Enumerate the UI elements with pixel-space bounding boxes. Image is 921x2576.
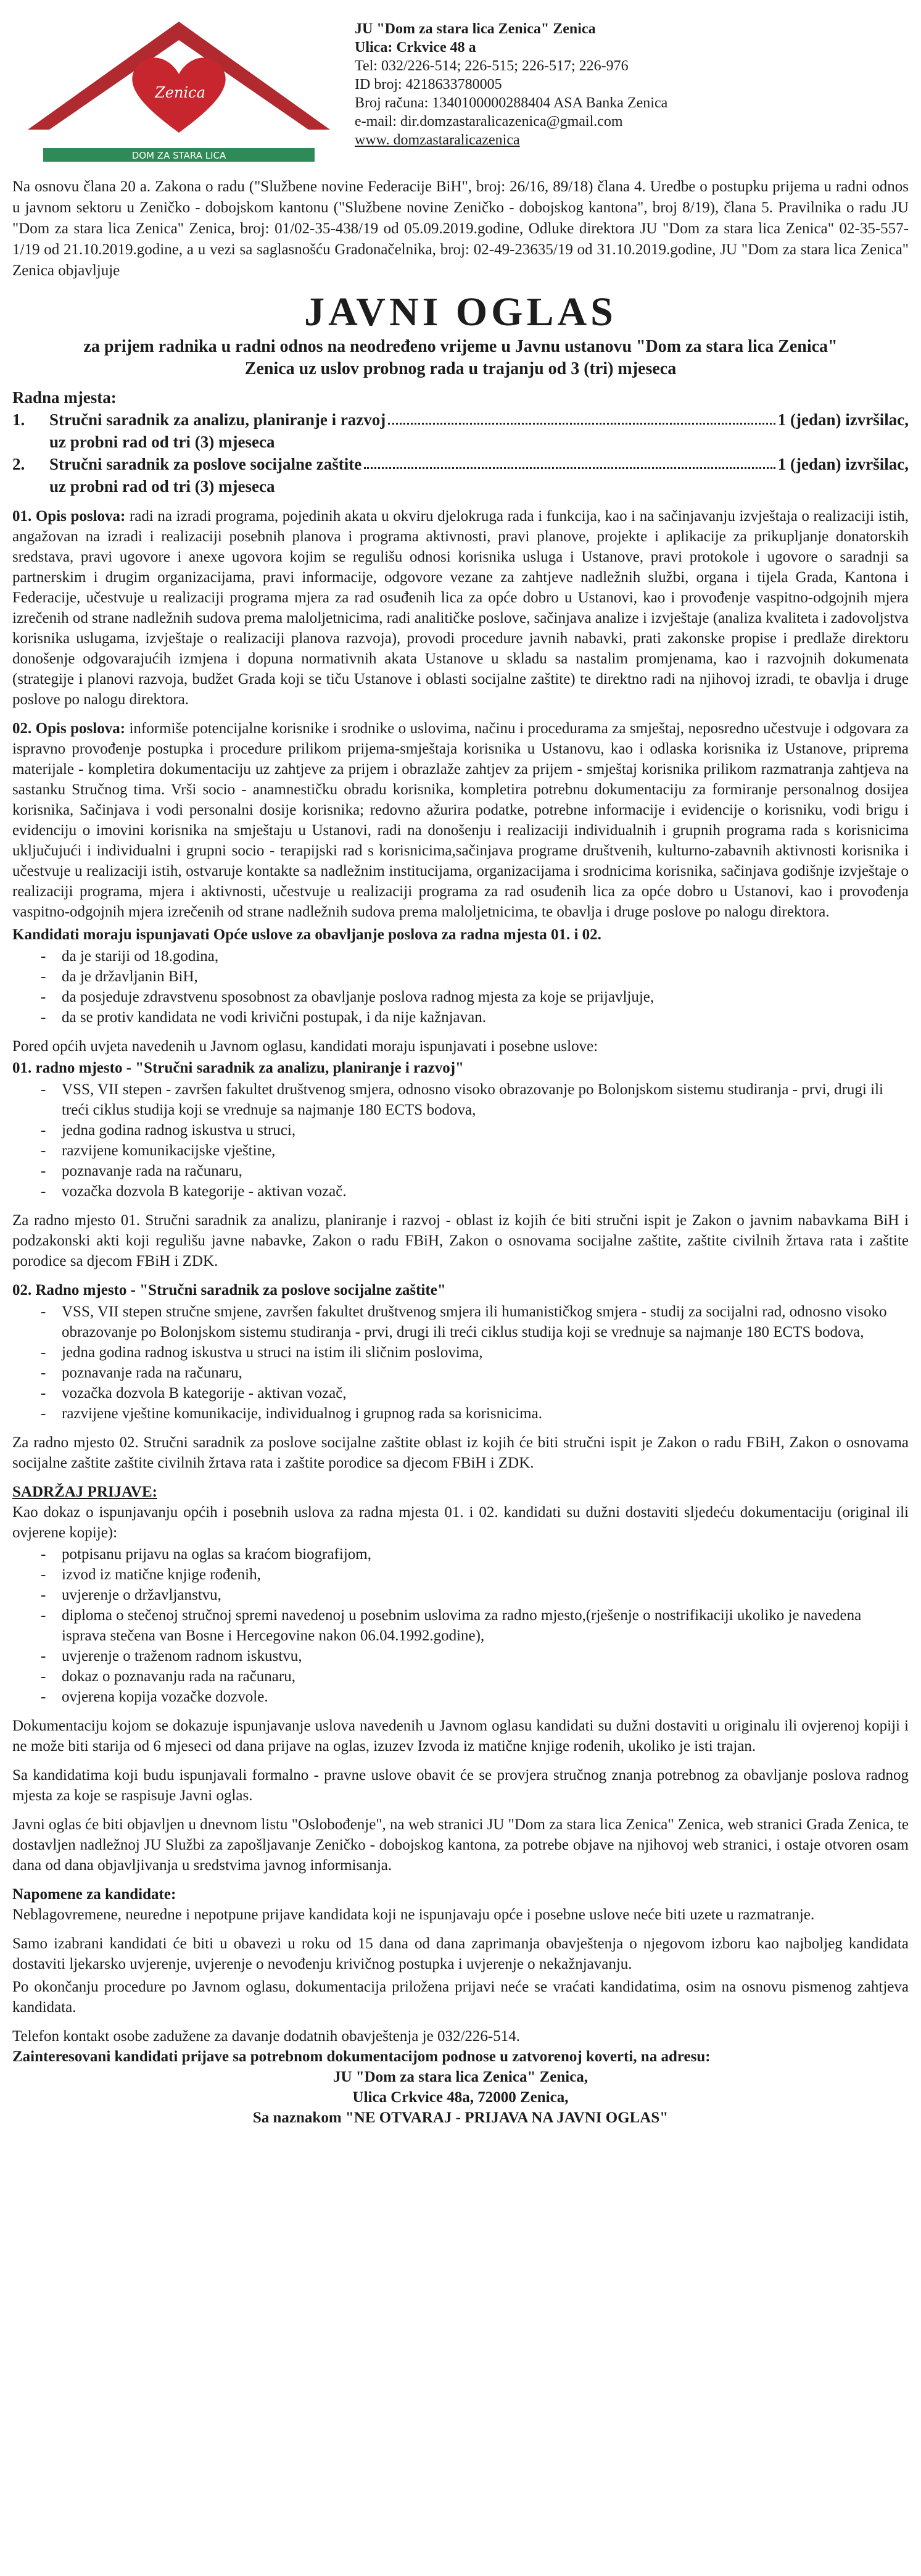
list-item: - poznavanje rada na računaru, bbox=[62, 1161, 909, 1181]
required-documents-list bbox=[12, 1544, 909, 1707]
org-street: Ulica: Crkvice 48 a bbox=[355, 39, 476, 56]
job-description-01 bbox=[12, 506, 909, 710]
list-item: - razvijene komunikacijske vještine, bbox=[62, 1141, 909, 1161]
job-description-01-text: radi na izradi programa, pojedinih akata u okviru djelokruga rada i funkcija, kao i na sačinjavanju izvještaja o realizaciji istih, angažovan na izradi i realizaciji posebnih planova i programa aktivnosti, pravi planove, projekte i aplikacije za prikupljanje donatorskih sredstava, pravi ugovore i anexe ugovora kojim se regulišu odnosi korisnika usluga i Ustanove, pravi protokole i ugovore o saradnji sa partnerskim i drugim organizacijama, pravi informacije, odgovore vezane za zahtjeve nadležnih službi, organa i tijela Grada, Kantona i Federacije, učestvuje u realizaciji programa mjera za rad osuđenih lica za opće dobro u Ustanovi, kao i provođenje vaspitno-odgojnih mjera izrečenih od strane nadležnih sudova prema maloljetnicima, radi analitičke poslove, sačinjava analize i izvještaje (analiza kvaliteta i zadovoljstva korisnika uslugama, izvještaje o realizaciji planova razvoja), provodi procedure javnih nabavki, prati zakonske propise i predlaže direktoru donošenje odgovarajućih izmjena i dopuna normativnih akata Ustanove u skladu sa nastalim promjenama, kao i razvojnih dokumenata (strategije i planovi razvoja, budžet Grada koji se tiču Ustanove i oblasti socijalne zaštite) te direktno radi na njihovoj izradi, te obavlja i druge poslove po nalogu direktora. bbox=[12, 508, 909, 708]
home-heart-logo bbox=[19, 6, 339, 173]
position-01-conditions bbox=[12, 1079, 909, 1202]
position-02-conditions bbox=[12, 1302, 909, 1424]
position-title: Stručni saradnik za analizu, planiranje i razvoj bbox=[49, 410, 386, 429]
general-conditions-list bbox=[12, 946, 909, 1028]
list-item: - potpisanu prijavu na oglas sa kraćom biografijom, bbox=[62, 1544, 909, 1564]
list-item: - razvijene vještine komunikacije, individualnog i grupnog rada sa korisnicima. bbox=[62, 1403, 909, 1424]
positions-list bbox=[12, 386, 909, 497]
position-02-heading: 02. Radno mjesto - "Stručni saradnik za poslove socijalne zaštite" bbox=[12, 1282, 446, 1298]
address-line-2: Ulica Crkvice 48a, 72000 Zenica, bbox=[352, 2089, 569, 2106]
documentation-note: Dokumentaciju kojom se dokazuje ispunjavanje uslova navedenih u Javnom oglasu kandidati su dužni dostaviti u originalu ili ovjerenoj kopiji i ne može biti starija od 6 mjeseci od dana prijave na oglas, izuzev Izvoda iz matične knjige rođenih, ukoliko je isti trajan. bbox=[12, 1718, 909, 1755]
subtitle-line-1: za prijem radnika u radni odnos na neodređeno vrijeme u Javnu ustanovu "Dom za stara lica Zenica" bbox=[83, 337, 838, 356]
position-title: Stručni saradnik za poslove socijalne zaštite bbox=[49, 455, 362, 473]
position-trial-row bbox=[12, 475, 909, 497]
position-trial: uz probni rad od tri (3) mjeseca bbox=[49, 477, 275, 496]
application-content-heading: SADRŽAJ PRIJAVE: bbox=[12, 1484, 157, 1500]
job-description-01-label: 01. Opis poslova: bbox=[12, 508, 126, 525]
list-item: - vozačka dozvola B kategorije - aktivan vozač. bbox=[62, 1181, 909, 1202]
list-item: - uvjerenje o traženom radnom iskustvu, bbox=[62, 1646, 909, 1666]
list-item: - da je stariji od 18.godina, bbox=[62, 946, 909, 966]
application-content-intro: Kao dokaz o ispunjavanju općih i posebnih uslova za radna mjesta 01. i 02. kandidati su dužni dostaviti sljedeću dokumentaciju (original ili ovjerene kopije): bbox=[12, 1504, 909, 1541]
logo-text: Zenica bbox=[155, 84, 205, 101]
subtitle-line-2: Zenica uz uslov probnog rada u trajanju od 3 (tri) mjeseca bbox=[244, 359, 677, 378]
position-02-exam: Za radno mjesto 02. Stručni saradnik za poslove socijalne zaštite oblast iz kojih će biti stručni ispit je Zakon o radu FBiH, Zakon o osnovama socijalne zaštite zaštite civilnih žrtava rata i zaštite porodice sa djecom FBiH i ZDK. bbox=[12, 1434, 909, 1471]
position-number: 1. bbox=[12, 410, 25, 429]
submission-instructions: Zainteresovani kandidati prijave sa potrebnom dokumentacijom podnose u zatvorenoj koverti, na adresu: bbox=[12, 2048, 711, 2065]
general-conditions-heading: Kandidati moraju ispunjavati Opće uslove za obavljanje poslova za radna mjesta 01. i 02. bbox=[12, 926, 601, 943]
job-description-02 bbox=[12, 718, 909, 922]
list-item: - da je državljanin BiH, bbox=[62, 966, 909, 987]
org-email: e-mail: dir.domzastaralicazenica@gmail.com bbox=[355, 114, 623, 130]
position-item bbox=[12, 453, 909, 475]
verification-note: Sa kandidatima koji budu ispunjavali formalno - pravne uslove obavit će se provjera stručnog znanja potrebnog za obavljanje poslova radnog mjesta za koje se raspisuje Javni oglas. bbox=[12, 1767, 909, 1804]
list-item: - jedna godina radnog iskustva u struci na istim ili sličnim poslovima, bbox=[62, 1342, 909, 1363]
list-item: - da posjeduje zdravstvenu sposobnost za obavljanje poslova radnog mjesta za koje se prijavljuje, bbox=[62, 987, 909, 1007]
list-item: - poznavanje rada na računaru, bbox=[62, 1363, 909, 1383]
position-01-exam: Za radno mjesto 01. Stručni saradnik za analizu, planiranje i razvoj - oblast iz kojih će biti stručni ispit je Zakon o javnim nabavkama BiH i podzakonski akti koji regulišu javne nabavke, Zakon o radu FBiH, Zakon o osnovama socijalne zaštite, zaštite civilnih žrtava rata i zaštite porodice sa djecom FBiH i ZDK. bbox=[12, 1212, 909, 1269]
org-account: Broj računa: 1340100000288404 ASA Banka Zenica bbox=[355, 95, 668, 111]
org-id: ID broj: 4218633780005 bbox=[355, 77, 502, 93]
letterhead bbox=[12, 0, 909, 173]
list-item: - izvod iz matične knjige rođenih, bbox=[62, 1564, 909, 1585]
list-item: - ovjerena kopija vozačke dozvole. bbox=[62, 1687, 909, 1707]
address-line-1: JU "Dom za stara lica Zenica" Zenica, bbox=[332, 2069, 589, 2085]
position-trial-row bbox=[12, 431, 909, 453]
note-3: Po okončanju procedure po Javnom oglasu, dokumentacija priložena prijavi neće se vraćati kandidatima, osim na osnovu pismenog zahtjeva kandidata. bbox=[12, 1979, 909, 2016]
legal-intro: Na osnovu člana 20 a. Zakona o radu ("Službene novine Federacije BiH", broj: 26/16, 89/18) člana 4. Uredbe o postupku prijema u radni odnos u javnom sektoru u Zeničko - dobojskom kantonu ("Službene novine Zeničko - dobojskog kantona", broj 8/19), člana 5. Pravilnika o radu JU "Dom za stara lica Zenica" Zenica, broj: 01/02-35-438/19 od 05.09.2019.godine, Odluke direktora JU "Dom za stara lica Zenica" 02-35-557-1/19 od 21.10.2019.godine, a u vezi sa saglasnošću Gradonačelnika, broj: 02-49-23635/19 od 31.10.2019.godine, JU "Dom za stara lica Zenica" Zenica objavljuje bbox=[12, 178, 909, 279]
position-item bbox=[12, 409, 909, 431]
list-item: - diploma o stečenoj stručnoj spremi navedenoj u posebnim uslovima za radno mjesto,(rješenje o nostrifikaciji ukoliko je navedena isprava stečena van Bosne i Hercegovine nakon 06.04.1992.godine), bbox=[62, 1605, 909, 1646]
dot-leader bbox=[388, 409, 775, 425]
list-item: - da se protiv kandidata ne vodi krivični postupak, i da nije kažnjavan. bbox=[62, 1007, 909, 1028]
list-item: - VSS, VII stepen - završen fakultet društvenog smjera, odnosno visoko obrazovanje po Bolonjskom sistemu studiranja - prvi, drugi ili treći ciklus studija koji se vrednuje sa najmanje 180 ECTS bodova, bbox=[62, 1079, 909, 1120]
list-item: - VSS, VII stepen stručne smjene, završen fakultet društvenog smjera ili humanističkog smjera - studij za socijalni rad, odnosno visoko obrazovanje po Bolonjskom sistemu studiranja - prvi, drugi ili treći ciklus studija koji se vrednuje sa najmanje 180 ECTS bodova, bbox=[62, 1302, 909, 1342]
list-item: - vozačka dozvola B kategorije - aktivan vozač, bbox=[62, 1383, 909, 1403]
position-trial: uz probni rad od tri (3) mjeseca bbox=[49, 433, 275, 451]
org-phone: Tel: 032/226-514; 226-515; 226-517; 226-976 bbox=[355, 58, 629, 74]
address-line-3: Sa naznakom "NE OTVARAJ - PRIJAVA NA JAVNI OGLAS" bbox=[252, 2109, 669, 2126]
contact-phone-note: Telefon kontakt osobe zadužene za davanje dodatnih obavještenja je 032/226-514. bbox=[12, 2028, 520, 2045]
note-1: Neblagovremene, neuredne i nepotpune prijave kandidata koji ne ispunjavaju opće i posebne uslove neće biti uzete u razmatranje. bbox=[12, 1906, 815, 1923]
document-title: JAVNI OGLAS bbox=[304, 289, 617, 334]
note-2: Samo izabrani kandidati će biti u obavezi u roku od 15 dana od dana zaprimanja obavještenja o njegovom izboru kao najboljeg kandidata dostaviti ljekarsko uvjerenje, uvjerenje o nevođenju krivičnog postupka i uvjerenje o nekažnjavanju. bbox=[12, 1935, 909, 1972]
position-number: 2. bbox=[12, 455, 25, 473]
position-01-heading: 01. radno mjesto - "Stručni saradnik za analizu, planiranje i razvoj" bbox=[12, 1060, 464, 1076]
org-name: JU "Dom za stara lica Zenica" Zenica bbox=[355, 21, 596, 37]
position-count: 1 (jedan) izvršilac, bbox=[777, 410, 909, 429]
job-description-02-label: 02. Opis poslova: bbox=[12, 720, 126, 737]
special-conditions-intro: Pored općih uvjeta navedenih u Javnom oglasu, kandidati moraju ispunjavati i posebne uslove: bbox=[12, 1038, 598, 1055]
org-web: www. domzastaralicazenica bbox=[355, 132, 520, 148]
document-page bbox=[12, 0, 909, 2576]
logo-banner: DOM ZA STARA LICA bbox=[131, 150, 226, 161]
notes-heading: Napomene za kandidate: bbox=[12, 1886, 176, 1903]
job-description-02-text: informiše potencijalne korisnike i srodnike o uslovima, načinu i procedurama za smještaj, neposredno učestvuje i odgovara za ispravno provođenje postupka i procedure prilikom prijema-smještaja korisnika u Ustanovu, kao i odlaska korisnika iz Ustanove, priprema materijale - kompletira dokumentaciju uz zahtjeve za prijem i obrazlaže zahtjev za prijem - smještaj korisnika prilikom razmatranja zahtjeva na sastanku Stručnog tima. Vrši socio - anamnestičku obradu korisnika, kompletira potrebnu dokumentaciju za formiranje personalnog dosijea korisnika, Sačinjava i vodi personalni dosije korisnika; redovno ažurira podatke, potrebne informacije i evidencije o korisniku, vodi brigu i evidenciju o imovini korisnika na smještaju u Ustanovi, radi na donošenju i realizaciji individualnih i grupnih programa rada s korisnicima uključujući i individualni i grupni socio - terapijski rad s korisnicima,sačinjava programe društvenih, kulturno-zabavnih aktivnosti korisnika i učestvuje u realizaciji istih, ostvaruje kontakte sa nadležnim institucijama, organizacijama i srodnicima korisnika, sačinjava godišnje izvještaje o realizaciji programa, mjera i aktivnosti, učestvuje u realizaciji programa za rad osuđenih lica za opće dobro u Ustanovi, kao i provođenja vaspitno-odgojnih mjera izrečenih od strane nadležnih sudova prema maloljetnicima, te obavlja i druge poslove po nalogu direktora. bbox=[12, 720, 909, 920]
dot-leader bbox=[364, 453, 775, 469]
publication-note: Javni oglas će biti objavljen u dnevnom listu "Oslobođenje", na web stranici JU "Dom za stara lica Zenica" Zenica, web stranici Grada Zenica, te dostavljen nadležnoj JU Službi za zapošljavanje Zeničko - dobojskog kantona, za potrebe objave na njihovoj web stranici, i ostaje otvoren osam dana od dana objavljivanja u sredstvima javnog informisanja. bbox=[12, 1816, 909, 1874]
list-item: - uvjerenje o državljanstvu, bbox=[62, 1585, 909, 1605]
position-count: 1 (jedan) izvršilac, bbox=[777, 455, 909, 473]
organization-info bbox=[355, 20, 667, 149]
list-item: - jedna godina radnog iskustva u struci, bbox=[62, 1120, 909, 1141]
list-item: - dokaz o poznavanju rada na računaru, bbox=[62, 1666, 909, 1687]
positions-heading: Radna mjesta: bbox=[12, 388, 117, 407]
